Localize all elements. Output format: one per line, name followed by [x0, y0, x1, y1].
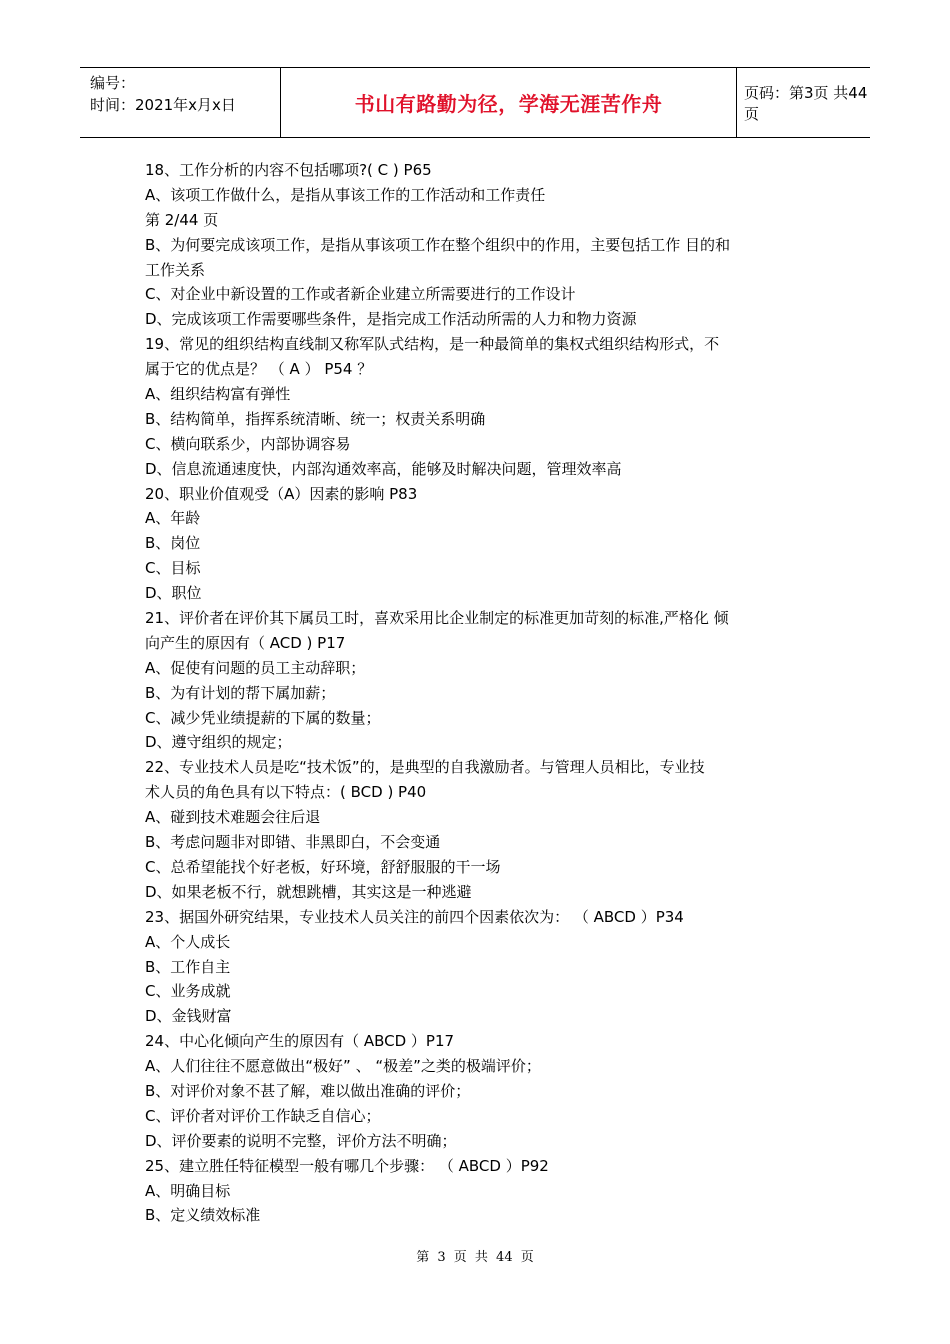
text-line: 24、中心化倾向产生的原因有（ ABCD ）P17: [145, 1032, 455, 1051]
text-line: C、对企业中新设置的工作或者新企业建立所需要进行的工作设计: [145, 285, 576, 304]
text-line: 25、建立胜任特征模型一般有哪几个步骤： （ ABCD ）P92: [145, 1156, 549, 1175]
text-line: C、减少凭业绩提薪的下属的数量；: [145, 708, 381, 727]
text-line: 19、常见的组织结构直线制又称军队式结构，是一种最简单的集权式组织结构形式，不: [145, 335, 720, 354]
text-line: B、结构简单，指挥系统清晰、统一；权责关系明确: [145, 409, 486, 428]
text-line: 第 2/44 页: [145, 210, 219, 229]
text-line: 术人员的角色具有以下特点：( BCD ) P40: [145, 783, 427, 802]
page-footer: 第 3 页 共 44 页: [416, 1250, 534, 1265]
text-line: A、组织结构富有弹性: [145, 385, 291, 404]
text-line: D、职位: [145, 584, 202, 603]
header-motto-cell: [280, 68, 737, 137]
text-line: D、遵守组织的规定；: [145, 733, 292, 752]
text-line: 工作关系: [145, 260, 206, 279]
text-line: 22、专业技术人员是吃“技术饭”的，是典型的自我激励者。与管理人员相比，专业技: [145, 758, 705, 777]
text-line: 23、据国外研究结果，专业技术人员关注的前四个因素依次为： （ ABCD ）P34: [145, 907, 684, 926]
text-line: D、完成该项工作需要哪些条件，是指完成工作活动所需的人力和物力资源: [145, 310, 637, 329]
text-line: C、业务成就: [145, 982, 231, 1001]
text-line: B、为何要完成该项工作，是指从事该项工作在整个组织中的作用，主要包括工作 目的和: [145, 235, 731, 254]
text-line: 向产生的原因有（ ACD ) P17: [145, 633, 346, 652]
document-body: [145, 158, 805, 1228]
text-line: A、该项工作做什么，是指从事该工作的工作活动和工作责任: [145, 185, 546, 204]
text-line: B、为有计划的帮下属加薪；: [145, 683, 336, 702]
header-motto: 书山有路勤为径，学海无涯苦作舟: [354, 92, 663, 116]
text-line: D、如果老板不行，就想跳槽，其实这是一种逃避: [145, 882, 472, 901]
text-line: B、对评价对象不甚了解，难以做出准确的评价；: [145, 1081, 471, 1100]
header-meta: [80, 68, 280, 137]
text-line: A、个人成长: [145, 932, 231, 951]
text-line: C、总希望能找个好老板，好环境，舒舒服服的干一场: [145, 857, 501, 876]
text-line: 18、工作分析的内容不包括哪项?( C ) P65: [145, 161, 432, 179]
text-line: B、定义绩效标准: [145, 1206, 261, 1225]
text-line: A、明确目标: [145, 1181, 231, 1200]
text-line: B、考虑问题非对即错、非黑即白，不会变通: [145, 833, 441, 852]
text-line: B、岗位: [145, 534, 201, 553]
text-line: C、目标: [145, 559, 201, 578]
doc-time-label: 时间：2021年x月x日: [90, 96, 236, 114]
text-line: D、金钱财富: [145, 1007, 232, 1026]
text-line: 21、评价者在评价其下属员工时，喜欢采用比企业制定的标准更加苛刻的标准,严格化 倾: [145, 609, 729, 628]
text-line: A、碰到技术难题会往后退: [145, 808, 321, 827]
header-page-info-cell: [736, 68, 870, 137]
text-line: A、促使有问题的员工主动辞职；: [145, 658, 366, 677]
text-line: A、年龄: [145, 509, 201, 528]
header-page-info: 页码：第3页 共44页: [744, 83, 868, 123]
text-line: 20、职业价值观受（A）因素的影响 P83: [145, 484, 418, 503]
text-line: 属于它的优点是？ （ A ） P54 ？: [145, 360, 373, 379]
text-line: C、横向联系少，内部协调容易: [145, 434, 351, 453]
page-header: [80, 67, 870, 138]
text-line: B、工作自主: [145, 957, 231, 976]
doc-number-label: 编号：: [90, 74, 136, 92]
text-line: D、评价要素的说明不完整，评价方法不明确；: [145, 1131, 457, 1150]
text-line: D、信息流通速度快，内部沟通效率高，能够及时解决问题，管理效率高: [145, 459, 622, 478]
text-line: A、人们往往不愿意做出“极好” 、 “极差”之类的极端评价；: [145, 1057, 541, 1076]
text-line: C、评价者对评价工作缺乏自信心；: [145, 1106, 381, 1125]
